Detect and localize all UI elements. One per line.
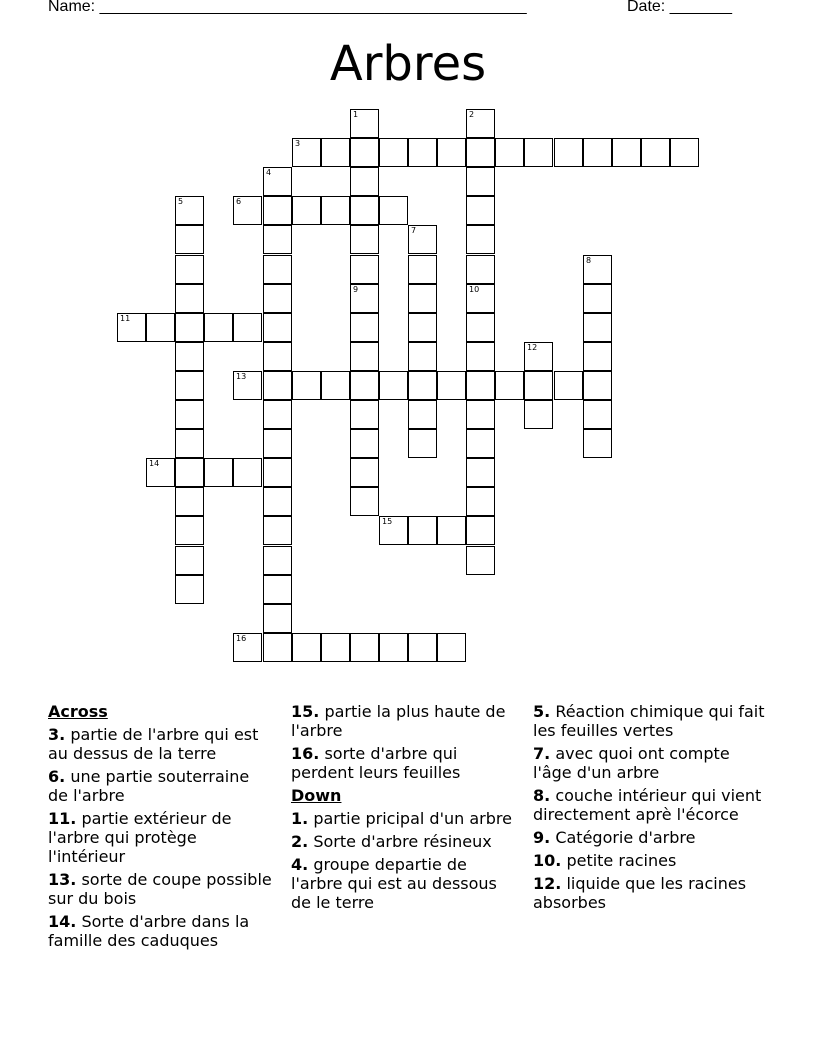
clue-number: 6. [48, 767, 66, 786]
clue-text: Réaction chimique qui fait les feuilles vertes [533, 702, 765, 740]
clue-down-10 [533, 851, 773, 870]
clue-text: couche intérieur qui vient directement aprè l'écorce [533, 786, 762, 824]
across-heading: Across [48, 702, 108, 721]
grid-cell[interactable] [292, 196, 321, 225]
cell-number: 8 [586, 256, 592, 265]
grid-cell[interactable] [554, 138, 583, 167]
clue-down-2 [291, 832, 519, 851]
cell-number: 15 [382, 517, 393, 526]
grid-cell[interactable] [175, 458, 204, 487]
grid-cell[interactable] [583, 284, 612, 313]
grid-cell[interactable] [437, 516, 466, 545]
clue-number: 12. [533, 874, 562, 893]
grid-cell[interactable] [466, 225, 495, 254]
grid-cell[interactable] [466, 400, 495, 429]
cell-number: 16 [236, 634, 247, 643]
grid-cell[interactable] [379, 371, 408, 400]
grid-cell[interactable] [524, 342, 553, 371]
clue-down-7 [533, 744, 773, 782]
grid-cell[interactable] [437, 371, 466, 400]
grid-cell[interactable] [583, 138, 612, 167]
cell-number: 5 [178, 197, 184, 206]
grid-cell[interactable] [350, 284, 379, 313]
clues-column-1 [48, 702, 273, 954]
clue-across-14 [48, 912, 273, 950]
grid-cell[interactable] [321, 138, 350, 167]
clue-number: 9. [533, 828, 551, 847]
grid-cell[interactable] [321, 196, 350, 225]
grid-cell[interactable] [350, 196, 379, 225]
grid-cell[interactable] [350, 371, 379, 400]
grid-cell[interactable] [175, 255, 204, 284]
grid-cell[interactable] [263, 167, 292, 196]
clue-down-12 [533, 874, 773, 912]
clue-down-1 [291, 809, 519, 828]
clue-text: groupe departie de l'arbre qui est au dessous de le terre [291, 855, 497, 912]
clue-text: avec quoi ont compte l'âge d'un arbre [533, 744, 730, 782]
cell-number: 12 [527, 343, 538, 352]
grid-cell[interactable] [263, 400, 292, 429]
clue-text: Catégorie d'arbre [555, 828, 696, 847]
grid-cell[interactable] [466, 546, 495, 575]
grid-cell[interactable] [466, 138, 495, 167]
grid-cell[interactable] [408, 429, 437, 458]
grid-cell[interactable] [350, 255, 379, 284]
grid-cell[interactable] [466, 255, 495, 284]
grid-cell[interactable] [466, 516, 495, 545]
clue-number: 7. [533, 744, 551, 763]
grid-cell[interactable] [379, 196, 408, 225]
grid-cell[interactable] [437, 138, 466, 167]
clue-across-11 [48, 809, 273, 866]
page-title: Arbres [329, 36, 487, 92]
clue-text: sorte d'arbre qui perdent leurs feuilles [291, 744, 461, 782]
grid-cell[interactable] [233, 633, 262, 662]
grid-cell[interactable] [670, 138, 699, 167]
grid-cell[interactable] [263, 284, 292, 313]
grid-cell[interactable] [554, 371, 583, 400]
grid-cell[interactable] [175, 196, 204, 225]
grid-cell[interactable] [292, 371, 321, 400]
grid-cell[interactable] [233, 313, 262, 342]
clue-text: sorte de coupe possible sur du bois [48, 870, 272, 908]
grid-cell[interactable] [466, 109, 495, 138]
grid-cell[interactable] [379, 633, 408, 662]
grid-cell[interactable] [583, 313, 612, 342]
grid-cell[interactable] [466, 371, 495, 400]
grid-cell[interactable] [408, 255, 437, 284]
grid-cell[interactable] [583, 400, 612, 429]
grid-cell[interactable] [175, 371, 204, 400]
grid-cell[interactable] [263, 429, 292, 458]
grid-cell[interactable] [233, 196, 262, 225]
clue-number: 1. [291, 809, 309, 828]
clue-number: 15. [291, 702, 320, 721]
grid-cell[interactable] [263, 604, 292, 633]
grid-cell[interactable] [641, 138, 670, 167]
clue-across-6 [48, 767, 273, 805]
grid-cell[interactable] [263, 313, 292, 342]
clue-across-13 [48, 870, 273, 908]
grid-cell[interactable] [583, 371, 612, 400]
grid-cell[interactable] [583, 429, 612, 458]
clue-number: 8. [533, 786, 551, 805]
grid-cell[interactable] [583, 342, 612, 371]
grid-cell[interactable] [408, 225, 437, 254]
clue-text: partie extérieur de l'arbre qui protège l'intérieur [48, 809, 232, 866]
clue-down-9 [533, 828, 773, 847]
grid-cell[interactable] [583, 255, 612, 284]
grid-cell[interactable] [175, 400, 204, 429]
grid-cell[interactable] [350, 458, 379, 487]
grid-cell[interactable] [466, 458, 495, 487]
clue-text: petite racines [566, 851, 677, 870]
grid-cell[interactable] [292, 633, 321, 662]
clue-across-3 [48, 725, 273, 763]
grid-cell[interactable] [350, 225, 379, 254]
clue-number: 13. [48, 870, 77, 889]
grid-cell[interactable] [379, 138, 408, 167]
grid-cell[interactable] [408, 516, 437, 545]
grid-cell[interactable] [408, 138, 437, 167]
grid-cell[interactable] [263, 546, 292, 575]
clue-text: une partie souterraine de l'arbre [48, 767, 250, 805]
clue-down-4 [291, 855, 519, 912]
grid-cell[interactable] [175, 516, 204, 545]
grid-cell[interactable] [495, 138, 524, 167]
grid-cell[interactable] [263, 458, 292, 487]
grid-cell[interactable] [233, 371, 262, 400]
grid-cell[interactable] [495, 371, 524, 400]
clue-text: partie pricipal d'un arbre [313, 809, 512, 828]
clue-text: partie la plus haute de l'arbre [291, 702, 506, 740]
grid-cell[interactable] [466, 284, 495, 313]
clues-column-2 [291, 702, 519, 916]
clue-number: 10. [533, 851, 562, 870]
grid-cell[interactable] [408, 284, 437, 313]
cell-number: 13 [236, 372, 247, 381]
grid-cell[interactable] [350, 342, 379, 371]
grid-cell[interactable] [612, 138, 641, 167]
clue-across-16 [291, 744, 519, 782]
grid-cell[interactable] [175, 429, 204, 458]
cell-number: 3 [295, 139, 301, 148]
cell-number: 14 [149, 459, 160, 468]
grid-cell[interactable] [350, 429, 379, 458]
grid-cell[interactable] [524, 138, 553, 167]
grid-cell[interactable] [466, 487, 495, 516]
grid-cell[interactable] [350, 400, 379, 429]
grid-cell[interactable] [175, 313, 204, 342]
cell-number: 1 [353, 110, 359, 119]
grid-cell[interactable] [175, 487, 204, 516]
grid-cell[interactable] [263, 487, 292, 516]
grid-cell[interactable] [233, 458, 262, 487]
grid-cell[interactable] [263, 255, 292, 284]
grid-cell[interactable] [204, 313, 233, 342]
clue-number: 11. [48, 809, 77, 828]
cell-number: 2 [469, 110, 475, 119]
grid-cell[interactable] [292, 138, 321, 167]
clue-down-8 [533, 786, 773, 824]
cell-number: 11 [120, 314, 131, 323]
grid-cell[interactable] [466, 429, 495, 458]
grid-cell[interactable] [321, 371, 350, 400]
grid-cell[interactable] [408, 633, 437, 662]
down-heading: Down [291, 786, 342, 805]
grid-cell[interactable] [350, 633, 379, 662]
grid-cell[interactable] [263, 516, 292, 545]
grid-cell[interactable] [466, 342, 495, 371]
name-field-label: Name: ________________________________________________ [48, 0, 527, 15]
grid-cell[interactable] [175, 575, 204, 604]
clue-across-15 [291, 702, 519, 740]
grid-cell[interactable] [175, 546, 204, 575]
clue-number: 14. [48, 912, 77, 931]
grid-cell[interactable] [175, 225, 204, 254]
grid-cell[interactable] [263, 342, 292, 371]
grid-cell[interactable] [408, 400, 437, 429]
grid-cell[interactable] [263, 575, 292, 604]
grid-cell[interactable] [408, 371, 437, 400]
cell-number: 10 [469, 285, 480, 294]
clue-text: Sorte d'arbre résineux [313, 832, 492, 851]
grid-cell[interactable] [117, 313, 146, 342]
grid-cell[interactable] [408, 313, 437, 342]
grid-cell[interactable] [466, 167, 495, 196]
clue-text: liquide que les racines absorbes [533, 874, 747, 912]
grid-cell[interactable] [466, 196, 495, 225]
clue-number: 3. [48, 725, 66, 744]
cell-number: 6 [236, 197, 242, 206]
grid-cell[interactable] [204, 458, 233, 487]
cell-number: 4 [266, 168, 272, 177]
clue-number: 2. [291, 832, 309, 851]
date-field-label: Date: _______ [627, 0, 732, 15]
grid-cell[interactable] [146, 313, 175, 342]
grid-cell[interactable] [350, 167, 379, 196]
clue-text: Sorte d'arbre dans la famille des caduques [48, 912, 250, 950]
grid-cell[interactable] [175, 284, 204, 313]
grid-cell[interactable] [263, 371, 292, 400]
grid-cell[interactable] [524, 371, 553, 400]
clue-number: 4. [291, 855, 309, 874]
grid-cell[interactable] [350, 487, 379, 516]
clue-down-5 [533, 702, 773, 740]
clue-number: 5. [533, 702, 551, 721]
clue-text: partie de l'arbre qui est au dessus de la terre [48, 725, 259, 763]
grid-cell[interactable] [379, 516, 408, 545]
grid-cell[interactable] [350, 109, 379, 138]
grid-cell[interactable] [263, 225, 292, 254]
grid-cell[interactable] [437, 633, 466, 662]
grid-cell[interactable] [524, 400, 553, 429]
grid-cell[interactable] [350, 313, 379, 342]
grid-cell[interactable] [175, 342, 204, 371]
clue-number: 16. [291, 744, 320, 763]
grid-cell[interactable] [146, 458, 175, 487]
cell-number: 9 [353, 285, 359, 294]
clues-column-3 [533, 702, 773, 916]
grid-cell[interactable] [321, 633, 350, 662]
grid-cell[interactable] [466, 313, 495, 342]
grid-cell[interactable] [263, 633, 292, 662]
grid-cell[interactable] [263, 196, 292, 225]
cell-number: 7 [411, 226, 417, 235]
grid-cell[interactable] [408, 342, 437, 371]
grid-cell[interactable] [350, 138, 379, 167]
